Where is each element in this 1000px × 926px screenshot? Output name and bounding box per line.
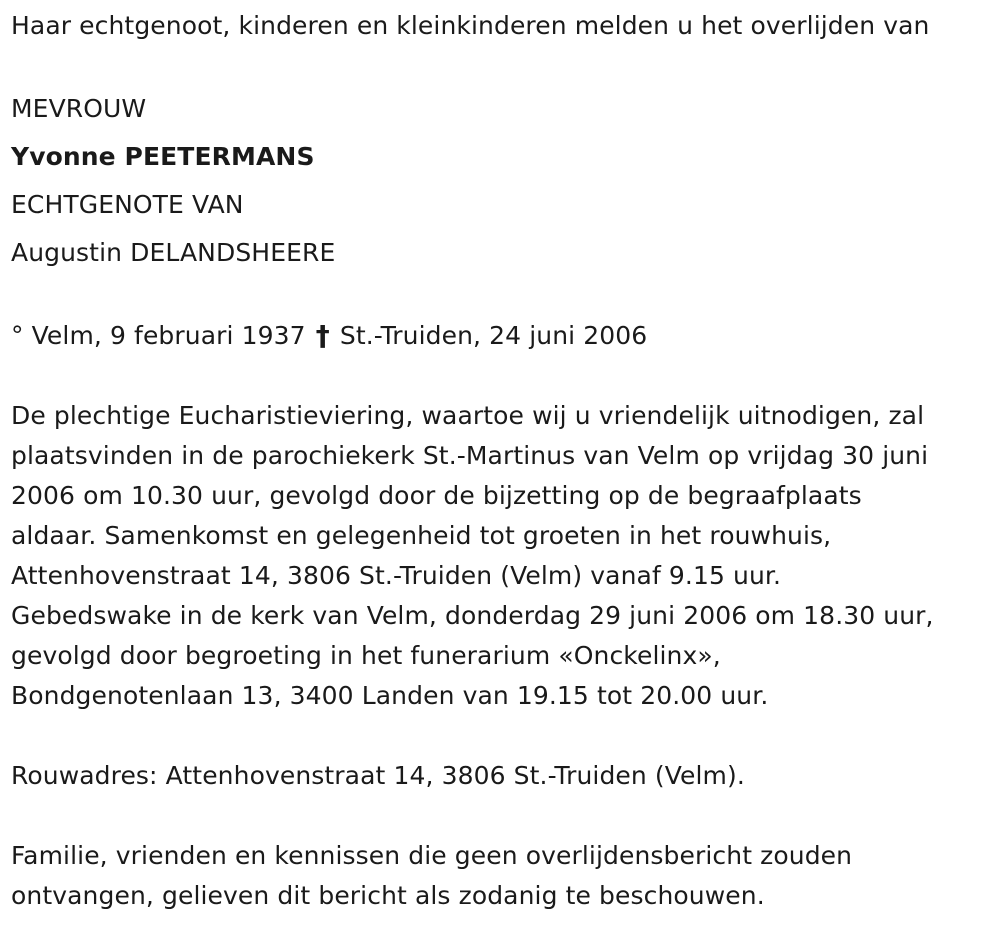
ceremony-line: gevolgd door begroeting in het funerarium «Onckelinx»,: [11, 641, 721, 670]
ceremony-line: De plechtige Eucharistieviering, waartoe wij u vriendelijk uitnodigen, zal: [11, 401, 925, 430]
ceremony-line: Bondgenotenlaan 13, 3400 Landen van 19.15 tot 20.00 uur.: [11, 681, 769, 710]
deceased-name: Yvonne PEETERMANS: [11, 142, 315, 171]
ceremony-paragraph: [11, 396, 991, 716]
closing-line: Familie, vrienden en kennissen die geen overlijdensbericht zouden: [11, 841, 853, 870]
birth-symbol: °: [11, 321, 24, 350]
ceremony-line: Gebedswake in de kerk van Velm, donderdag 29 juni 2006 om 18.30 uur,: [11, 601, 934, 630]
deceased-relation: ECHTGENOTE VAN: [11, 190, 244, 219]
intro-text: Haar echtgenoot, kinderen en kleinkinderen melden u het overlijden van: [11, 11, 930, 40]
cross-icon: †: [315, 319, 330, 352]
ceremony-line: Attenhovenstraat 14, 3806 St.-Truiden (Velm) vanaf 9.15 uur.: [11, 561, 782, 590]
closing-paragraph: [11, 836, 991, 916]
ceremony-line: plaatsvinden in de parochiekerk St.-Martinus van Velm op vrijdag 30 juni: [11, 441, 929, 470]
deceased-block: [11, 85, 991, 277]
birth-date-place: Velm, 9 februari 1937: [31, 321, 306, 350]
death-notice: [11, 0, 991, 916]
deceased-title: MEVROUW: [11, 94, 147, 123]
deceased-spouse: Augustin DELANDSHEERE: [11, 238, 336, 267]
closing-line: ontvangen, gelieven dit bericht als zodanig te beschouwen.: [11, 881, 765, 910]
ceremony-line: aldaar. Samenkomst en gelegenheid tot groeten in het rouwhuis,: [11, 521, 832, 550]
birth-death-dates: [11, 316, 991, 356]
death-date-place: St.-Truiden, 24 juni 2006: [339, 321, 648, 350]
ceremony-line: 2006 om 10.30 uur, gevolgd door de bijzetting op de begraafplaats: [11, 481, 862, 510]
mourning-address: Rouwadres: Attenhovenstraat 14, 3806 St.-Truiden (Velm).: [11, 761, 745, 790]
